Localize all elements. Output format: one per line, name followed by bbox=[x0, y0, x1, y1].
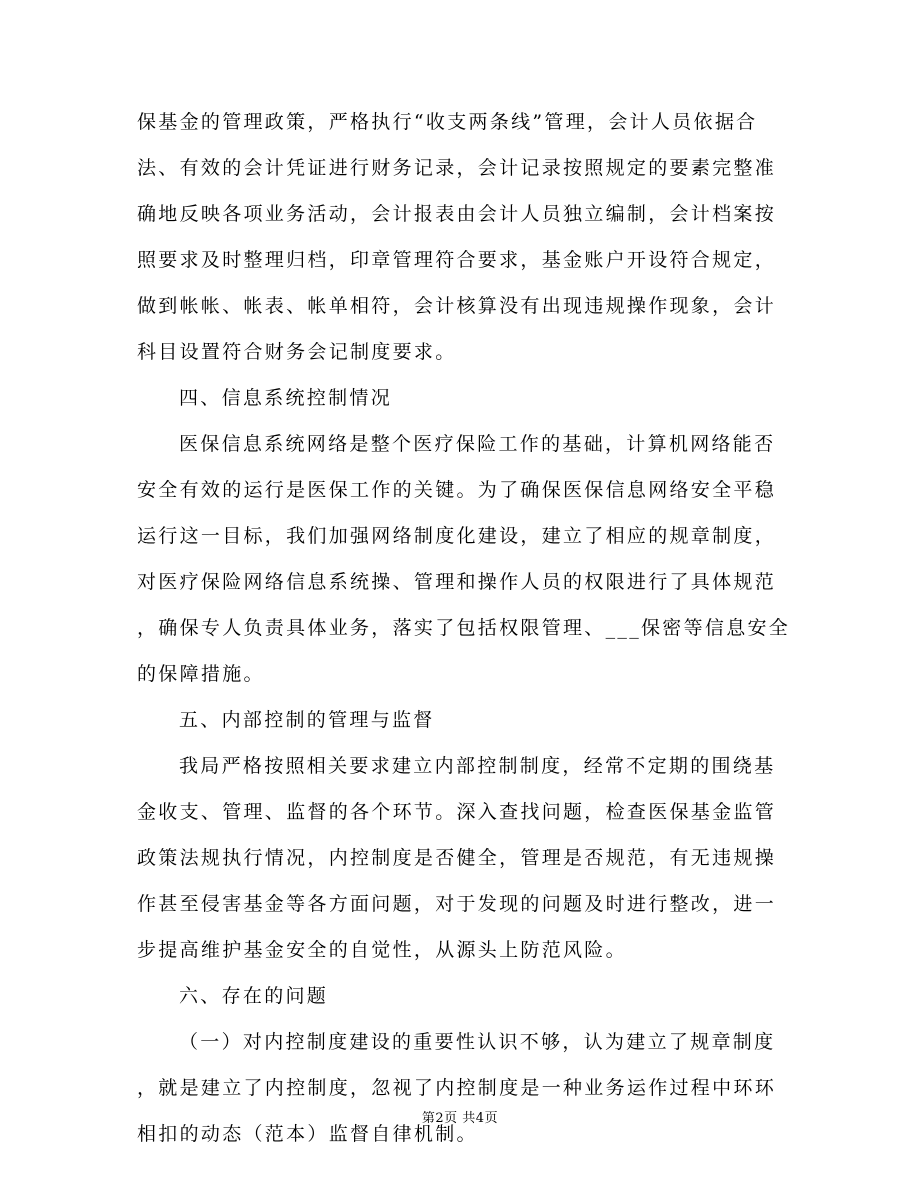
text-line: 确地反映各项业务活动，会计报表由会计人员独立编制，会计档案按 bbox=[137, 203, 777, 225]
text-line: 照要求及时整理归档，印章管理符合要求，基金账户开设符合规定， bbox=[137, 249, 777, 271]
text-line: ，就是建立了内控制度，忽视了内控制度是一种业务运作过程中环环 bbox=[137, 1077, 777, 1099]
text-line: 法、有效的会计凭证进行财务记录，会计记录按照规定的要素完整准 bbox=[137, 157, 777, 179]
text-line: 保基金的管理政策，严格执行“收支两条线”管理，会计人员依据合 bbox=[137, 111, 758, 133]
text-line: （一）对内控制度建设的重要性认识不够，认为建立了规章制度 bbox=[179, 1031, 776, 1053]
text-line: 金收支、管理、监督的各个环节。深入查找问题，检查医保基金监管 bbox=[137, 801, 777, 823]
text-line: 对医疗保险网络信息系统操、管理和操作人员的权限进行了具体规范 bbox=[137, 571, 777, 593]
text-line: 安全有效的运行是医保工作的关键。为了确保医保信息网络安全平稳 bbox=[137, 479, 777, 501]
document-body bbox=[137, 104, 791, 1162]
text-line: ，确保专人负责具体业务，落实了包括权限管理、___保密等信息安全 bbox=[137, 617, 791, 639]
text-line: 做到帐帐、帐表、帐单相符，会计核算没有出现违规操作现象，会计 bbox=[137, 295, 777, 317]
text-line: 我局严格按照相关要求建立内部控制制度，经常不定期的围绕基 bbox=[179, 755, 776, 777]
text-line: 四、信息系统控制情况 bbox=[179, 387, 393, 409]
text-line: 五、内部控制的管理与监督 bbox=[179, 709, 435, 731]
text-line: 相扣的动态（范本）监督自律机制。 bbox=[137, 1123, 478, 1145]
text-line: 运行这一目标，我们加强网络制度化建设，建立了相应的规章制度， bbox=[137, 525, 777, 547]
text-line: 科目设置符合财务会记制度要求。 bbox=[137, 341, 457, 363]
text-line: 步提高维护基金安全的自觉性，从源头上防范风险。 bbox=[137, 939, 627, 961]
text-line: 作甚至侵害基金等各方面问题，对于发现的问题及时进行整改，进一 bbox=[137, 893, 777, 915]
text-line: 医保信息系统网络是整个医疗保险工作的基础，计算机网络能否 bbox=[179, 433, 776, 455]
text-line: 政策法规执行情况，内控制度是否健全，管理是否规范，有无违规操 bbox=[137, 847, 777, 869]
text-line: 六、存在的问题 bbox=[179, 985, 329, 1007]
text-line: 的保障措施。 bbox=[137, 663, 265, 685]
page-footer: 第2页 共4页 bbox=[421, 1111, 499, 1126]
